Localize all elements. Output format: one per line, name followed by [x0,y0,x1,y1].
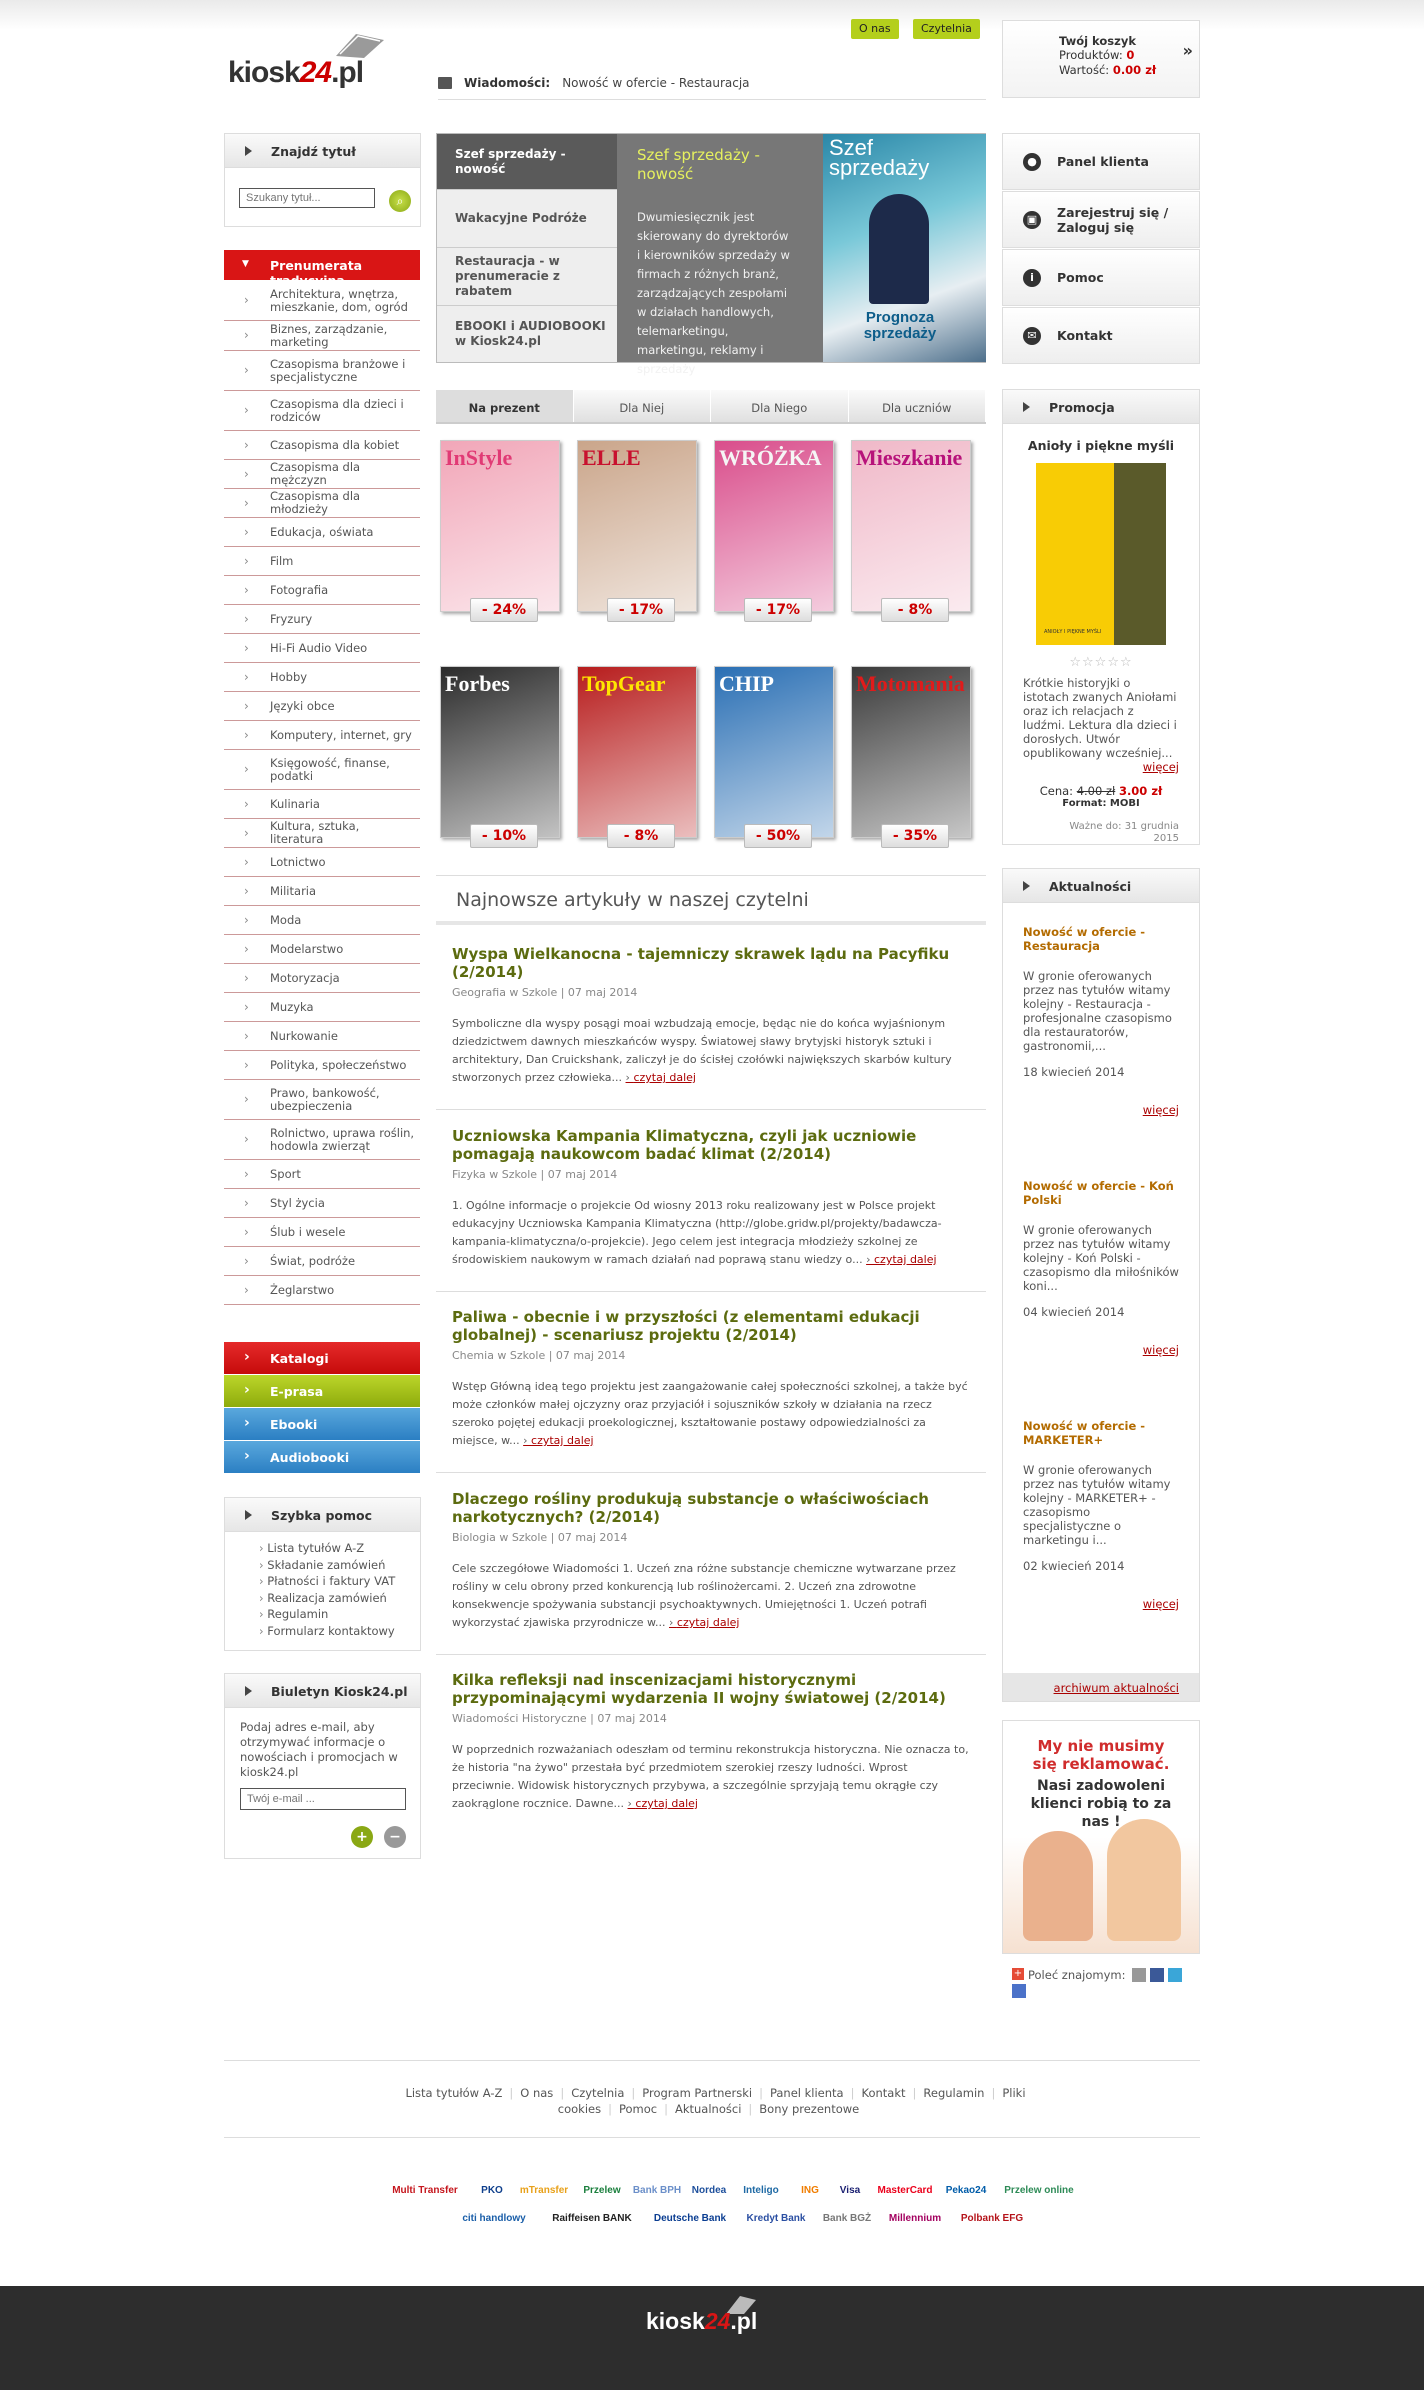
category-item[interactable]: › Rolnictwo, uprawa roślin, hodowla zwierząt [224,1120,420,1160]
footer-divider: | [631,2086,636,2100]
product-card[interactable] [573,666,701,846]
article-meta: Geografia w Szkole | 07 maj 2014 [452,986,638,999]
article-meta: Chemia w Szkole | 07 maj 2014 [452,1349,626,1362]
payment-logo: ING [801,2185,819,2196]
payment-logo: PKO [481,2185,503,2196]
article-excerpt [452,1741,970,1813]
category-item[interactable]: › Hi-Fi Audio Video [224,634,420,663]
footer-link[interactable]: Regulamin [923,2086,985,2100]
contact-button[interactable] [1002,307,1200,364]
footer-link[interactable]: Panel klienta [769,2086,844,2100]
article-text: Symboliczne dla wyspy posągi moai wzbudzają emocje, będąc nie do końca wyjaśnionym dziedzictwem dawnych mieszkańców wyspy. Światowej sławy brytyjski historyk sztuki i architektury, Dan Cruickshank, zaliczył je do ścisłej czołówki największych skarbów kultury stworzonych przez człowieka... [452,1017,952,1084]
article-separator [436,1109,986,1110]
slider-tab-3[interactable]: Restauracja - w prenumeracie z rabatem [437,248,617,306]
footer-divider: | [748,2102,753,2116]
newsletter-box [224,1673,421,1859]
category-item[interactable]: › Styl życia [224,1189,420,1218]
link-audiobooki[interactable]: › Audiobooki [224,1441,420,1473]
footer-bar [0,2286,1424,2390]
link-e-prasa[interactable]: › E-prasa [224,1375,420,1407]
payment-logo: Nordea [691,2185,727,2196]
product-grid [436,440,986,850]
magazine-cover[interactable] [440,440,560,612]
read-more-link[interactable]: › czytaj dalej [523,1434,593,1447]
slider-title[interactable]: Szef sprzedaży - nowość [637,146,760,183]
category-item[interactable]: › Sport [224,1160,420,1189]
category-item[interactable]: › Modelarstwo [224,935,420,964]
article-title[interactable]: Dlaczego rośliny produkują substancje o właściwościach narkotycznych? (2/2014) [452,1490,929,1526]
footer-divider: | [759,2086,763,2100]
footer-link[interactable]: O nas [520,2086,554,2100]
discount-badge: - 8% [881,598,949,622]
google-plus-icon[interactable] [1012,1984,1026,1998]
magazine-title: InStyle [445,445,513,470]
category-item[interactable]: › Żeglarstwo [224,1276,420,1305]
cover-person-shape [869,194,929,304]
news-item-text: W gronie oferowanych przez nas tytułów witamy kolejny - Koń Polski - czasopismo dla miłośników koni... [1023,1223,1179,1293]
payment-logo: Multi Transfer [392,2185,458,2196]
tab-na-prezent[interactable]: Na prezent [436,390,574,422]
news-item-date: 04 kwiecień 2014 [1023,1305,1125,1319]
footer-divider: | [850,2086,855,2100]
cart-value-label: Wartość: [1059,63,1110,77]
tab-dla-uczniow[interactable]: Dla uczniów [849,390,987,422]
quick-help-title: Szybka pomoc [225,1498,420,1532]
slider-tab-2[interactable]: Wakacyjne Podróże [437,190,617,248]
category-item[interactable]: › Świat, podróże [224,1247,420,1276]
discount-badge: - 35% [881,824,949,848]
article-meta: Fizyka w Szkole | 07 maj 2014 [452,1168,618,1181]
shopping-cart[interactable] [1002,20,1200,98]
quick-help-link[interactable]: › Lista tytułów A-Z [259,1540,420,1557]
cart-title: Twój koszyk [1059,34,1136,48]
tab-dla-niej[interactable]: Dla Niej [574,390,712,422]
footer-link[interactable]: Pomoc [618,2102,658,2116]
footer-divider: | [912,2086,917,2100]
article-text: W poprzednich rozważaniach odeszłam od terminu rekonstrukcja historyczna. Nie oznacza to, że historia "na żywo" przestała być przedmiotem szerokiej rzeszy ludności. Wprost przeciwnie. Widowisk historycznych przybywa, a szczególnie sprzyjają temu okrągłe czy zaokrąglone rocznice. Dawne... [452,1743,969,1810]
help-label: Pomoc [1057,270,1104,285]
article-title[interactable]: Paliwa - obecnie i w przyszłości (z elementami edukacji globalnej) - scenariusz projektu (2/2014) [452,1308,920,1344]
customer-panel-button[interactable] [1002,133,1200,190]
news-more-link[interactable]: więcej [1142,1343,1179,1357]
share-label: Poleć znajomym: [1028,1968,1126,1982]
ad-woman1-shape [1023,1831,1093,1941]
magazine-title: Forbes [445,671,510,696]
footer-link[interactable]: Aktualności [674,2102,742,2116]
news-text[interactable]: Nowość w ofercie - Restauracja [562,75,750,90]
footer-divider: | [991,2086,996,2100]
slider-cover-title: Szef sprzedaży [829,135,930,180]
footer-divider: | [664,2102,668,2116]
news-box-title: Aktualności [1003,869,1199,903]
magazine-cover[interactable] [577,440,697,612]
discount-badge: - 17% [744,598,812,622]
footer-logo[interactable]: kiosk24.pl [646,2308,758,2334]
promo-book-cover[interactable] [1036,463,1166,645]
old-price: 4.00 zł [1076,784,1116,798]
article-separator [436,1654,986,1655]
category-item[interactable]: › Czasopisma dla młodzieży [224,489,420,518]
promo-format: Format: MOBI [1062,798,1140,809]
article-item [452,945,970,1087]
news-item [1003,1179,1199,1357]
news-item-date: 02 kwiecień 2014 [1023,1559,1125,1573]
article-meta: Biologia w Szkole | 07 maj 2014 [452,1531,628,1544]
chat-icon: ✉ [1023,327,1041,345]
news-item-date: 18 kwiecień 2014 [1023,1065,1125,1079]
plus-icon: + [356,1829,368,1845]
link-katalogi[interactable]: › Katalogi [224,1342,420,1374]
user-icon: ● [1023,153,1041,171]
article-separator [436,1291,986,1292]
magazine-title: Mieszkanie [856,445,963,470]
product-card[interactable] [436,440,564,620]
article-item [452,1671,970,1813]
article-text: 1. Ogólne informacje o projekcie Od wiosny 2013 roku realizowany jest w Polsce projekt edukacyjny Uczniowska Kampania Klimatyczna (http://globe.gridw.pl/projekty/badawcza-kampania-klimatyczna/o-projekcie). Jego celem jest integracja młodzieży szkolnej ze środowiskiem naukowym w ramach działań nad poprawą stanu wiedzy o... [452,1199,942,1266]
payment-logo: Bank BGŻ [822,2213,872,2224]
book-cover-text: ANIOŁY I PIĘKNE MYŚLI [1044,629,1102,635]
payment-logos [372,2182,1072,2234]
category-item[interactable]: › Fotografia [224,576,420,605]
article-item [452,1127,970,1269]
slider-cover-image[interactable] [823,134,986,362]
magazine-cover[interactable] [714,666,834,838]
share-plus-icon[interactable]: + [1013,1968,1023,1979]
footer-link[interactable]: Kontakt [861,2086,906,2100]
category-item[interactable]: › Hobby [224,663,420,692]
slider-cover-subtitle: Prognoza sprzedaży [863,309,937,342]
contact-label: Kontakt [1057,328,1113,343]
product-card[interactable] [847,666,975,846]
category-item[interactable]: › Nurkowanie [224,1022,420,1051]
category-item[interactable]: › Kultura, sztuka, literatura [224,819,420,848]
news-item [1003,925,1199,1117]
help-button[interactable] [1002,249,1200,306]
footer-divider: | [560,2086,565,2100]
lock-icon: ▣ [1023,211,1041,229]
news-archive-link[interactable]: archiwum aktualności [1003,1673,1199,1701]
payment-logo: Kredyt Bank [746,2213,806,2224]
news-more-link[interactable]: więcej [1142,1597,1179,1611]
payment-logo: MasterCard [877,2185,933,2196]
logo-text: kiosk24.pl [228,56,364,89]
category-item[interactable]: › Czasopisma dla kobiet [224,431,420,460]
cart-products-value: 0 [1126,48,1135,62]
tab-dla-niego[interactable]: Dla Niego [711,390,849,422]
discount-badge: - 10% [470,824,538,848]
slider-text: Dwumiesięcznik jest skierowany do dyrektorów i kierowników sprzedaży w firmach z różnych branż, zarządzających zespołami w działach handlowych, telemarketingu, marketingu, reklamy i sprzedaży [637,210,790,376]
article-title[interactable]: Kilka refleksji nad inscenizacjami historycznymi przypominającymi wydarzenia II wojny światowej (2/2014) [452,1671,946,1707]
magazine-title: Motomania [856,671,965,696]
article-excerpt [452,1378,970,1450]
news-item-title[interactable]: Nowość w ofercie - Restauracja [1023,925,1146,953]
news-item [1003,1419,1199,1611]
category-item[interactable]: › Fryzury [224,605,420,634]
payment-logo: Inteligo [743,2185,779,2196]
magazine-cover[interactable] [714,440,834,612]
news-items [1003,925,1199,1611]
price-label: Cena: [1039,784,1074,798]
category-item[interactable]: › Biznes, zarządzanie, marketing [224,321,420,351]
read-more-link[interactable]: › czytaj dalej [626,1071,696,1084]
footer-link[interactable]: Program Partnerski [642,2086,753,2100]
article-excerpt [452,1015,970,1087]
register-login-button[interactable] [1002,191,1200,248]
news-more-link[interactable]: więcej [1142,1103,1179,1117]
promo-book-title[interactable]: Anioły i piękne myśli [1027,438,1175,453]
article-text: Wstęp Główną ideą tego projektu jest zaangażowanie całej społeczności szkolnej, a także być może członków małej ojczyzny oraz przyjaciół i sojuszników szkoły w działania na rzecz szeroko pojętej edukacji proekologicznej, kształtowanie postawy odpowiedzialności za miejsce, w... [452,1380,968,1447]
category-item[interactable]: › Motoryzacja [224,964,420,993]
category-item[interactable]: › Księgowość, finanse, podatki [224,750,420,790]
ad-line2: Nasi zadowoleni klienci robią to za nas ! [1030,1778,1172,1830]
featured-slider [436,133,986,376]
promo-price [1003,784,1199,798]
category-item[interactable]: › Kulinaria [224,790,420,819]
category-item[interactable]: › Architektura, wnętrza, mieszkanie, dom, ogród [224,281,420,321]
newsletter-title: Biuletyn Kiosk24.pl [225,1674,420,1708]
ad-line1: My nie musimy się reklamować. [1032,1737,1170,1773]
twitter-icon[interactable] [1168,1968,1182,1982]
category-item[interactable]: › Muzyka [224,993,420,1022]
quick-help-link[interactable]: › Formularz kontaktowy [259,1623,420,1640]
payment-logo: Visa [839,2185,861,2196]
cart-products-label: Produktów: [1059,48,1123,62]
footer-links [224,2060,1200,2138]
article-separator [436,1472,986,1473]
article-title[interactable]: Uczniowska Kampania Klimatyczna, czyli jak uczniowie pomagają naukowcom badać klimat (2/2014) [452,1127,917,1163]
slider-tab-4[interactable]: EBOOKI i AUDIOBOOKI w Kiosk24.pl [437,306,617,362]
news-item-title[interactable]: Nowość w ofercie - Koń Polski [1023,1179,1174,1207]
site-logo[interactable] [228,30,398,90]
magazine-title: WRÓŻKA [719,445,822,470]
category-item[interactable]: › Ślub i wesele [224,1218,420,1247]
promo-title: Promocja [1003,390,1199,424]
magazine-cover[interactable] [440,666,560,838]
search-button[interactable] [389,190,411,212]
footer-link[interactable]: Pliki cookies [557,2086,1026,2116]
magazine-title: CHIP [719,671,774,696]
slider-description [617,134,809,376]
category-list [224,281,420,1305]
category-item[interactable]: › Czasopisma dla dzieci i rodziców [224,391,420,431]
magazine-cover[interactable] [851,666,971,838]
quick-help-list [225,1532,420,1639]
article-item [452,1490,970,1632]
promo-more-link[interactable]: więcej [1142,760,1179,774]
facebook-icon[interactable] [1150,1968,1164,1982]
news-item-text: W gronie oferowanych przez nas tytułów witamy kolejny - MARKETER+ - czasopismo specjalistyczne o marketingu i... [1023,1463,1171,1547]
article-excerpt [452,1197,970,1269]
category-item[interactable]: › Film [224,547,420,576]
share-bar [1012,1968,1202,2002]
newsletter-text: Podaj adres e-mail, aby otrzymywać informacje o nowościach i promocjach w kiosk24.pl [240,1720,398,1779]
unsubscribe-button[interactable] [384,1826,406,1848]
category-item[interactable]: › Edukacja, oświata [224,518,420,547]
payment-logo: citi handlowy [462,2213,526,2224]
news-item-text: W gronie oferowanych przez nas tytułów witamy kolejny - Restauracja - profesjonalne czasopismo dla restauratorów, gastronomii,... [1023,969,1172,1053]
top-bar [0,0,1424,30]
discount-badge: - 17% [607,598,675,622]
category-item[interactable]: › Czasopisma branżowe i specjalistyczne [224,351,420,391]
promo-box [1002,389,1200,845]
search-icon: ⌕ [396,194,404,208]
payment-logo: Bank BPH [632,2185,682,2196]
payment-logo: Przelew [583,2185,621,2196]
category-item[interactable]: › Prawo, bankowość, ubezpieczenia [224,1080,420,1120]
promo-valid: Ważne do: 31 grudnia 2015 [1069,821,1179,844]
slider-tab-1[interactable]: Szef sprzedaży - nowość [437,134,617,190]
article-meta: Wiadomości Historyczne | 07 maj 2014 [452,1712,667,1725]
quick-help-link[interactable]: › Realizacja zamówień [259,1590,420,1607]
magazine-title: ELLE [582,445,641,470]
ad-woman2-shape [1107,1819,1181,1941]
discount-badge: - 8% [607,824,675,848]
payment-logo: mTransfer [519,2185,569,2196]
read-more-link[interactable]: › czytaj dalej [628,1797,698,1810]
articles-section-title: Najnowsze artykuły w naszej czytelni [436,875,986,925]
article-title[interactable]: Wyspa Wielkanocna - tajemniczy skrawek lądu na Pacyfiku (2/2014) [452,945,950,981]
quick-help-box [224,1497,421,1651]
product-tabs [436,390,986,424]
article-text: Cele szczegółowe Wiadomości 1. Uczeń zna różne substancje chemiczne wytwarzane przez rośliny w celu obrony przed konkurencją lub roślinożercami. 2. Uczeń zna zdrowotne konsekwencje spożywania substancji psychoaktywnych. Umiejętności 1. Uczeń potrafi wykorzystać zjawiska przyrodnicze w... [452,1562,956,1629]
news-label: Wiadomości: [464,75,551,90]
footer-divider: | [509,2086,514,2100]
search-title: Znajdź tytuł [225,134,420,168]
product-card[interactable] [436,666,564,846]
footer-divider: | [608,2102,612,2116]
footer-link[interactable]: Bony prezentowe [759,2102,860,2116]
category-item[interactable]: › Języki obce [224,692,420,721]
category-item[interactable]: › Komputery, internet, gry [224,721,420,750]
quick-help-link[interactable]: › Płatności i faktury VAT [259,1573,420,1590]
product-card[interactable] [573,440,701,620]
link-o-nas[interactable]: O nas [851,19,899,39]
categories-header[interactable]: ▼ Prenumerata tradycyjna [224,250,420,280]
product-card[interactable] [710,666,838,846]
product-card[interactable] [847,440,975,620]
magazine-title: TopGear [582,671,666,696]
payment-logo: Przelew online [1004,2185,1074,2196]
subscribe-button[interactable] [351,1826,373,1848]
footer-link[interactable]: Lista tytułów A-Z [405,2086,503,2100]
cart-value: 0.00 zł [1112,63,1157,77]
category-item[interactable]: › Czasopisma dla mężczyzn [224,460,420,489]
email-share-icon[interactable] [1132,1968,1146,1982]
news-ticker [438,66,986,100]
news-box [1002,868,1200,1702]
new-price: 3.00 zł [1118,784,1163,798]
payment-logo: Millennium [888,2213,942,2224]
minus-icon: − [389,1829,401,1845]
customer-panel-label: Panel klienta [1057,154,1149,169]
magazine-cover[interactable] [851,440,971,612]
search-box [224,133,421,227]
read-more-link[interactable]: › czytaj dalej [866,1253,936,1266]
article-excerpt [452,1560,970,1632]
newsletter-email-input[interactable] [240,1788,406,1810]
quick-help-link[interactable]: › Składanie zamówień [259,1557,420,1574]
info-icon: i [1023,269,1041,287]
category-item[interactable]: › Moda [224,906,420,935]
testimonial-banner[interactable] [1002,1720,1200,1954]
payment-logo: Pekao24 [945,2185,987,2196]
promo-text: Krótkie historyjki o istotach zwanych Aniołami oraz ich relacjach z ludźmi. Lektura dla dzieci i dorosłych. Utwór opublikowany wcześniej... [1023,676,1177,760]
read-more-link[interactable]: › czytaj dalej [669,1616,739,1629]
news-icon [438,77,452,89]
article-item [452,1308,970,1450]
category-item[interactable]: › Militaria [224,877,420,906]
link-ebooki[interactable]: › Ebooki [224,1408,420,1440]
register-login-label: Zarejestruj się / Zaloguj się [1057,204,1169,235]
discount-badge: - 50% [744,824,812,848]
payment-logo: Raiffeisen BANK [552,2213,632,2224]
news-item-title[interactable]: Nowość w ofercie - MARKETER+ [1023,1419,1146,1447]
discount-badge: - 24% [470,598,538,622]
magazine-cover[interactable] [577,666,697,838]
footer-link[interactable]: Czytelnia [571,2086,625,2100]
cart-arrow-icon[interactable]: » [1182,41,1193,60]
product-card[interactable] [710,440,838,620]
payment-logo: Polbank EFG [960,2213,1024,2224]
category-item[interactable]: › Lotnictwo [224,848,420,877]
search-input[interactable] [239,188,375,208]
rating-stars[interactable]: ☆☆☆☆☆ [1069,655,1133,670]
link-czytelnia[interactable]: Czytelnia [913,19,980,39]
payment-logo: Deutsche Bank [653,2213,727,2224]
quick-help-link[interactable]: › Regulamin [259,1606,420,1623]
category-item[interactable]: › Polityka, społeczeństwo [224,1051,420,1080]
